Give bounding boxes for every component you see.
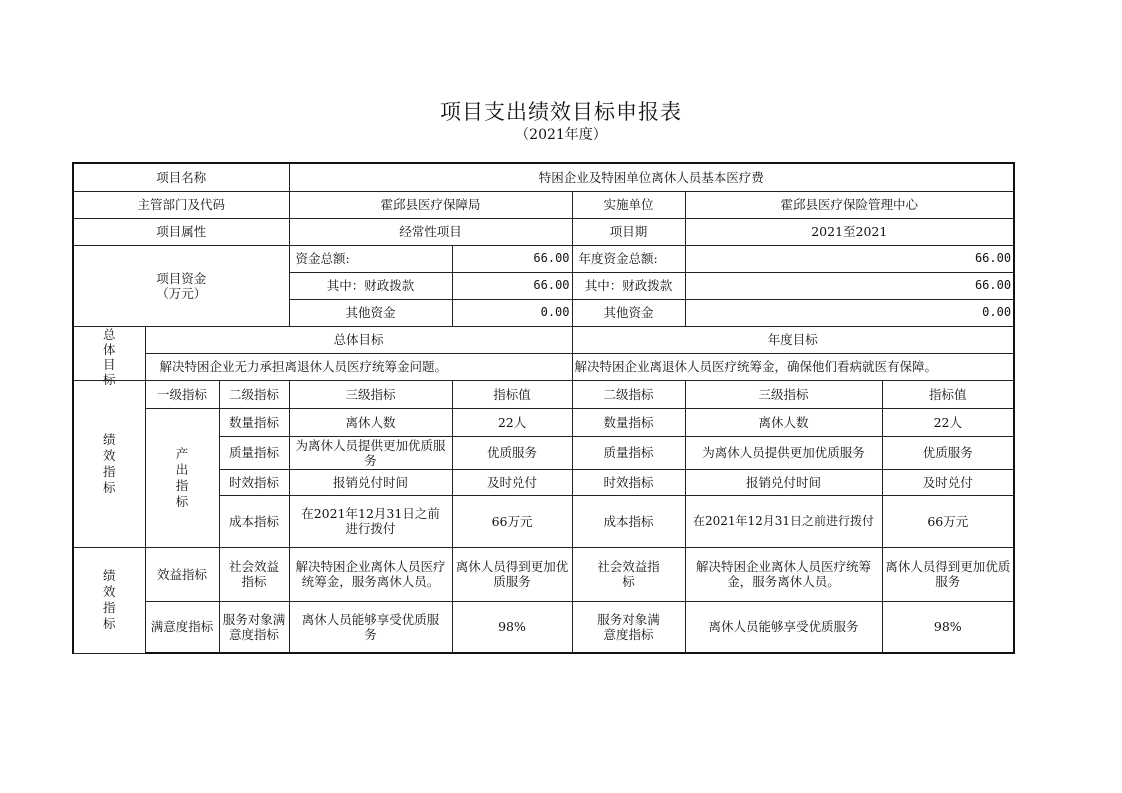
satisfaction-l3-annual: 离休人员能够享受优质服务 <box>685 601 882 653</box>
table-row: 为离休人员提供更加优质服务 <box>685 436 882 469</box>
overall-goal-text: 解决特困企业无力承担离退休人员医疗统筹金问题。 <box>145 353 572 380</box>
benefit-indicator-label: 效益指标 <box>145 547 219 601</box>
funds-label <box>73 245 289 326</box>
table-row: 为离休人员提供更加优质服务 <box>289 436 452 469</box>
satisfaction-l3: 离休人员能够享受优质服务 <box>289 601 452 653</box>
annual-goal-header: 年度目标 <box>572 326 1014 353</box>
other-funds-label: 其他资金 <box>289 299 452 326</box>
overall-goal-header: 总体目标 <box>145 326 572 353</box>
project-name-label: 项目名称 <box>73 163 289 191</box>
satisfaction-l2: 服务对象满意度指标 <box>219 601 289 653</box>
dept-value: 霍邱县医疗保障局 <box>289 191 572 218</box>
satisfaction-value: 98% <box>452 601 572 653</box>
annual-other-value: 0.00 <box>685 299 1014 326</box>
table-row: 66万元 <box>882 495 1014 547</box>
header-level1: 一级指标 <box>145 380 219 408</box>
header-value-annual: 指标值 <box>882 380 1014 408</box>
table-row: 22人 <box>882 408 1014 436</box>
attr-label: 项目属性 <box>73 218 289 245</box>
benefit-l3: 解决特困企业离休人员医疗统筹金，服务离休人员。 <box>289 547 452 601</box>
annual-fiscal-value: 66.00 <box>685 272 1014 299</box>
funds-label-line1: 项目资金 <box>156 270 207 286</box>
perf2-section-label: 绩效指标 <box>73 547 145 653</box>
period-label: 项目期 <box>572 218 685 245</box>
table-row: 22人 <box>452 408 572 436</box>
goals-section-label <box>73 326 145 387</box>
annual-total-value: 66.00 <box>685 245 1014 272</box>
benefit-l2: 社会效益指标 <box>219 547 289 601</box>
table-row: 时效指标 <box>572 469 685 495</box>
total-funds-label: 资金总额: <box>289 245 452 272</box>
table-row: 离休人数 <box>289 408 452 436</box>
year-subtitle: （2021年度） <box>515 127 607 143</box>
other-funds-value: 0.00 <box>452 299 572 326</box>
project-name-value: 特困企业及特困单位离休人员基本医疗费 <box>289 163 1014 191</box>
table-row: 及时兑付 <box>452 469 572 495</box>
annual-fiscal-label: 其中：财政拨款 <box>572 272 685 299</box>
dept-label: 主管部门及代码 <box>73 191 289 218</box>
table-row: 在2021年12月31日之前进行拨付 <box>685 495 882 547</box>
header-value: 指标值 <box>452 380 572 408</box>
fiscal-label: 其中：财政拨款 <box>289 272 452 299</box>
table-row: 数量指标 <box>219 408 289 436</box>
header-level2-annual: 二级指标 <box>572 380 685 408</box>
perf-section-label: 绩效指标 <box>73 380 145 547</box>
table-row: 离休人数 <box>685 408 882 436</box>
annual-other-label: 其他资金 <box>572 299 685 326</box>
benefit-value-annual: 离休人员得到更加优质服务 <box>882 547 1014 601</box>
header-level2: 二级指标 <box>219 380 289 408</box>
impl-label: 实施单位 <box>572 191 685 218</box>
header-level3-annual: 三级指标 <box>685 380 882 408</box>
table-row: 成本指标 <box>219 495 289 547</box>
table-row: 优质服务 <box>452 436 572 469</box>
funds-label-line2: （万元） <box>156 285 207 301</box>
table-row: 质量指标 <box>572 436 685 469</box>
total-funds-value: 66.00 <box>452 245 572 272</box>
performance-target-form <box>72 162 1015 654</box>
period-value: 2021至2021 <box>685 218 1014 245</box>
satisfaction-l2-annual: 服务对象满意度指标 <box>572 601 685 653</box>
table-row: 时效指标 <box>219 469 289 495</box>
table-row: 报销兑付时间 <box>685 469 882 495</box>
benefit-value: 离休人员得到更加优质服务 <box>452 547 572 601</box>
fiscal-value: 66.00 <box>452 272 572 299</box>
output-indicator-label: 产出指标 <box>145 408 219 547</box>
attr-value: 经常性项目 <box>289 218 572 245</box>
page-title: 项目支出绩效目标申报表 <box>440 100 682 124</box>
table-row: 及时兑付 <box>882 469 1014 495</box>
impl-value: 霍邱县医疗保险管理中心 <box>685 191 1014 218</box>
annual-goal-text: 解决特困企业离退休人员医疗统筹金，确保他们看病就医有保障。 <box>572 353 1014 380</box>
table-row: 质量指标 <box>219 436 289 469</box>
table-row: 数量指标 <box>572 408 685 436</box>
satisfaction-value-annual: 98% <box>882 601 1014 653</box>
benefit-l3-annual: 解决特困企业离休人员医疗统筹金，服务离休人员。 <box>685 547 882 601</box>
table-row: 在2021年12月31日之前进行拨付 <box>289 495 452 547</box>
table-row: 66万元 <box>452 495 572 547</box>
table-row: 优质服务 <box>882 436 1014 469</box>
benefit-l2-annual: 社会效益指标 <box>572 547 685 601</box>
annual-total-label: 年度资金总额: <box>572 245 685 272</box>
header-level3: 三级指标 <box>289 380 452 408</box>
table-row: 报销兑付时间 <box>289 469 452 495</box>
satisfaction-indicator-label: 满意度指标 <box>145 601 219 653</box>
goals-section-text: 总体目标 <box>102 327 116 387</box>
table-row: 成本指标 <box>572 495 685 547</box>
